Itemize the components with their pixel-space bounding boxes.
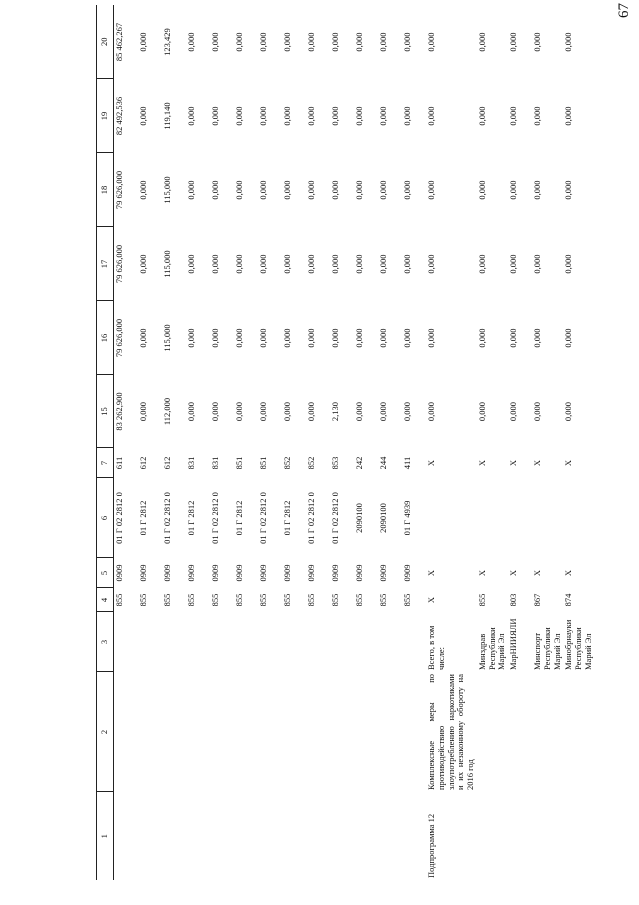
cell-col-6: 01 Г 2812 xyxy=(234,500,244,536)
cell-col-16: 0,000 xyxy=(402,328,412,348)
cell-col-4: 855 xyxy=(282,593,292,607)
cell-col-3 xyxy=(402,612,426,672)
cell-col-5: 0909 xyxy=(138,564,148,582)
cell-col-16: 0,000 xyxy=(210,328,220,348)
cell-col-18: 0,000 xyxy=(402,180,412,200)
cell-col-18: 0,000 xyxy=(210,180,220,200)
cell-col-6: 01 Г 02 2812 0 xyxy=(210,492,220,544)
cell-col-16: 0,000 xyxy=(532,328,543,348)
cell-col-17: 0,000 xyxy=(426,254,436,274)
cell-col-20: 0,000 xyxy=(306,32,316,52)
cell-col-3 xyxy=(354,612,378,672)
cell-col-2 xyxy=(114,672,139,792)
column-header: 18 xyxy=(97,153,114,227)
table-row xyxy=(138,5,162,880)
cell-col-7: 242 xyxy=(354,456,364,470)
cell-col-4: 855 xyxy=(210,593,220,607)
table-row xyxy=(210,5,234,880)
cell-col-18: 0,000 xyxy=(354,180,364,200)
cell-col-4: 874 xyxy=(563,593,574,607)
cell-col-5: Х xyxy=(426,569,436,577)
cell-col-19: 82 492,536 xyxy=(114,96,124,136)
cell-col-3 xyxy=(330,612,354,672)
cell-col-6 xyxy=(563,478,594,558)
cell-col-18: 0,000 xyxy=(532,180,543,200)
cell-col-20: 0,000 xyxy=(402,32,412,52)
cell-col-1 xyxy=(508,792,532,880)
cell-col-19: 0,000 xyxy=(402,106,412,126)
cell-col-19: 0,000 xyxy=(306,106,316,126)
column-header: 3 xyxy=(97,612,114,672)
cell-col-20: 0,000 xyxy=(532,32,543,52)
cell-col-18: 0,000 xyxy=(508,180,519,200)
cell-col-4: 855 xyxy=(354,593,364,607)
cell-col-17: 0,000 xyxy=(354,254,364,274)
cell-col-15: 0,000 xyxy=(186,401,196,422)
cell-col-6 xyxy=(477,478,508,558)
cell-col-7: 611 xyxy=(114,456,124,470)
cell-col-2: Комплексные меры по противодействию злоупотреблению наркотиками и их незаконному обороту на 2016 год xyxy=(426,674,476,790)
table-row xyxy=(330,5,354,880)
cell-col-4: 855 xyxy=(258,593,268,607)
cell-col-17: 0,000 xyxy=(234,254,244,274)
cell-col-20: 0,000 xyxy=(378,32,388,52)
cell-col-20: 0,000 xyxy=(508,32,519,52)
cell-col-16: 0,000 xyxy=(258,328,268,348)
cell-col-1 xyxy=(306,792,330,880)
cell-col-18: 0,000 xyxy=(563,180,574,200)
cell-col-6: 2090100 xyxy=(354,503,364,533)
table-row xyxy=(354,5,378,880)
budget-table xyxy=(96,5,595,880)
cell-col-1 xyxy=(563,792,594,880)
cell-col-19: 0,000 xyxy=(234,106,244,126)
cell-col-17: 0,000 xyxy=(508,254,519,274)
cell-col-6: 01 Г 02 2812 0 xyxy=(306,492,316,544)
cell-col-4: 855 xyxy=(330,593,340,607)
table-row xyxy=(532,5,563,880)
cell-col-6: 01 Г 4939 xyxy=(402,500,412,536)
cell-col-2 xyxy=(330,672,354,792)
cell-col-1 xyxy=(330,792,354,880)
cell-col-19: 0,000 xyxy=(330,106,340,126)
cell-col-6: 01 Г 02 2812 0 xyxy=(114,492,124,544)
cell-col-18: 0,000 xyxy=(476,180,487,200)
table-row xyxy=(234,5,258,880)
cell-col-3: Минобрнауки Республики Марий Эл xyxy=(563,619,593,670)
cell-col-2 xyxy=(532,672,563,792)
cell-col-18: 79 626,000 xyxy=(114,170,124,210)
cell-col-15: 112,000 xyxy=(162,397,172,426)
cell-col-4: 855 xyxy=(186,593,196,607)
cell-col-1 xyxy=(114,792,139,880)
header-row xyxy=(97,5,114,880)
cell-col-4: 855 xyxy=(476,593,487,607)
cell-col-2 xyxy=(186,672,210,792)
cell-col-4: 855 xyxy=(138,593,148,607)
cell-col-6: 01 Г 2812 xyxy=(282,500,292,536)
table-row xyxy=(402,5,426,880)
cell-col-5: Х xyxy=(476,569,487,577)
table-row xyxy=(162,5,186,880)
cell-col-3 xyxy=(282,612,306,672)
cell-col-5: 0909 xyxy=(330,564,340,582)
cell-col-6: 01 Г 02 2812 0 xyxy=(330,492,340,544)
cell-col-3 xyxy=(258,612,282,672)
cell-col-19: 0,000 xyxy=(476,106,487,126)
cell-col-7: Х xyxy=(508,459,519,467)
cell-col-20: 0,000 xyxy=(234,32,244,52)
cell-col-3 xyxy=(306,612,330,672)
cell-col-15: 83 262,900 xyxy=(114,392,124,431)
column-header: 16 xyxy=(97,301,114,375)
cell-col-20: 0,000 xyxy=(210,32,220,52)
cell-col-7: 852 xyxy=(282,456,292,470)
cell-col-6 xyxy=(426,478,477,558)
cell-col-2 xyxy=(477,672,508,792)
cell-col-4: 855 xyxy=(306,593,316,607)
cell-col-16: 0,000 xyxy=(508,328,519,348)
table-row xyxy=(114,5,139,880)
cell-col-7: 851 xyxy=(234,456,244,470)
cell-col-20: 0,000 xyxy=(354,32,364,52)
cell-col-3: МарНИИЯЛИ xyxy=(508,618,519,670)
cell-col-20: 0,000 xyxy=(426,32,436,52)
cell-col-19: 0,000 xyxy=(138,106,148,126)
cell-col-15: 0,000 xyxy=(476,401,487,422)
cell-col-15: 0,000 xyxy=(258,401,268,422)
cell-col-5: 0909 xyxy=(354,564,364,582)
cell-col-1: Подпрограмма 12 xyxy=(426,813,436,878)
column-header: 19 xyxy=(97,79,114,153)
cell-col-4: 855 xyxy=(114,593,124,607)
cell-col-20: 0,000 xyxy=(138,32,148,52)
column-header: 6 xyxy=(97,478,114,558)
cell-col-16: 0,000 xyxy=(138,328,148,348)
cell-col-17: 0,000 xyxy=(476,254,487,274)
cell-col-16: 0,000 xyxy=(306,328,316,348)
cell-col-20: 0,000 xyxy=(258,32,268,52)
cell-col-2 xyxy=(563,672,594,792)
cell-col-5: Х xyxy=(532,569,543,577)
cell-col-16: 0,000 xyxy=(378,328,388,348)
cell-col-3: Минспорт Республики Марий Эл xyxy=(532,627,562,670)
cell-col-2 xyxy=(508,672,532,792)
cell-col-5: 0909 xyxy=(210,564,220,582)
cell-col-16: 0,000 xyxy=(426,328,436,348)
table-row xyxy=(258,5,282,880)
cell-col-1 xyxy=(162,792,186,880)
cell-col-18: 0,000 xyxy=(258,180,268,200)
cell-col-7: 411 xyxy=(402,456,412,470)
cell-col-17: 115,000 xyxy=(162,250,172,278)
cell-col-7: Х xyxy=(563,459,574,467)
cell-col-15: 0,000 xyxy=(402,401,412,422)
table-row xyxy=(186,5,210,880)
table-body xyxy=(114,5,595,880)
cell-col-17: 0,000 xyxy=(138,254,148,274)
cell-col-2 xyxy=(234,672,258,792)
cell-col-7: Х xyxy=(476,459,487,467)
table-row xyxy=(306,5,330,880)
cell-col-20: 0,000 xyxy=(330,32,340,52)
cell-col-2 xyxy=(258,672,282,792)
cell-col-19: 0,000 xyxy=(210,106,220,126)
cell-col-1 xyxy=(477,792,508,880)
table-row xyxy=(426,5,477,880)
cell-col-1 xyxy=(282,792,306,880)
cell-col-19: 0,000 xyxy=(258,106,268,126)
cell-col-19: 0,000 xyxy=(186,106,196,126)
cell-col-15: 0,000 xyxy=(234,401,244,422)
cell-col-5: 0909 xyxy=(162,564,172,582)
cell-col-19: 0,000 xyxy=(508,106,519,126)
column-header: 2 xyxy=(97,672,114,792)
column-header: 5 xyxy=(97,558,114,588)
cell-col-4: 867 xyxy=(532,593,543,607)
cell-col-2 xyxy=(354,672,378,792)
cell-col-6: 2090100 xyxy=(378,503,388,533)
cell-col-20: 123,429 xyxy=(162,28,172,56)
column-header: 7 xyxy=(97,448,114,478)
cell-col-17: 0,000 xyxy=(563,254,574,274)
cell-col-16: 0,000 xyxy=(330,328,340,348)
cell-col-17: 0,000 xyxy=(330,254,340,274)
cell-col-2 xyxy=(402,672,426,792)
cell-col-15: 0,000 xyxy=(354,401,364,422)
cell-col-7: 851 xyxy=(258,456,268,470)
column-header: 15 xyxy=(97,375,114,448)
cell-col-18: 0,000 xyxy=(378,180,388,200)
cell-col-15: 0,000 xyxy=(138,401,148,422)
cell-col-5: 0909 xyxy=(258,564,268,582)
cell-col-4: 855 xyxy=(378,593,388,607)
cell-col-19: 0,000 xyxy=(532,106,543,126)
cell-col-1 xyxy=(532,792,563,880)
cell-col-16: 79 626,000 xyxy=(114,318,124,358)
cell-col-6 xyxy=(508,478,532,558)
cell-col-20: 0,000 xyxy=(476,32,487,52)
cell-col-17: 0,000 xyxy=(306,254,316,274)
cell-col-5: 0909 xyxy=(186,564,196,582)
cell-col-6: 01 Г 2812 xyxy=(186,500,196,536)
cell-col-3 xyxy=(114,612,139,672)
cell-col-17: 0,000 xyxy=(210,254,220,274)
cell-col-17: 0,000 xyxy=(258,254,268,274)
cell-col-18: 0,000 xyxy=(186,180,196,200)
cell-col-1 xyxy=(402,792,426,880)
cell-col-18: 0,000 xyxy=(306,180,316,200)
cell-col-15: 0,000 xyxy=(210,401,220,422)
cell-col-17: 0,000 xyxy=(378,254,388,274)
cell-col-19: 119,140 xyxy=(162,102,172,130)
cell-col-7: 852 xyxy=(306,456,316,470)
cell-col-19: 0,000 xyxy=(282,106,292,126)
cell-col-16: 0,000 xyxy=(186,328,196,348)
cell-col-5: Х xyxy=(563,569,574,577)
cell-col-1 xyxy=(186,792,210,880)
cell-col-19: 0,000 xyxy=(426,106,436,126)
cell-col-3: Минздрав Республики Марий Эл xyxy=(476,627,507,670)
cell-col-6: 01 Г 02 2812 0 xyxy=(258,492,268,544)
cell-col-15: 0,000 xyxy=(306,401,316,422)
cell-col-18: 0,000 xyxy=(330,180,340,200)
cell-col-18: 0,000 xyxy=(234,180,244,200)
cell-col-1 xyxy=(210,792,234,880)
cell-col-15: 0,000 xyxy=(563,401,574,422)
cell-col-15: 0,000 xyxy=(532,401,543,422)
cell-col-20: 0,000 xyxy=(282,32,292,52)
column-header: 20 xyxy=(97,5,114,79)
cell-col-18: 0,000 xyxy=(426,180,436,200)
table-row xyxy=(508,5,532,880)
cell-col-4: 803 xyxy=(508,593,519,607)
cell-col-6: 01 Г 2812 xyxy=(138,500,148,536)
cell-col-1 xyxy=(234,792,258,880)
table-row xyxy=(282,5,306,880)
cell-col-15: 0,000 xyxy=(508,401,519,422)
cell-col-2 xyxy=(378,672,402,792)
cell-col-3 xyxy=(378,612,402,672)
cell-col-7: Х xyxy=(532,459,543,467)
cell-col-5: 0909 xyxy=(402,564,412,582)
cell-col-16: 0,000 xyxy=(234,328,244,348)
cell-col-15: 0,000 xyxy=(378,401,388,422)
cell-col-5: 0909 xyxy=(378,564,388,582)
cell-col-3 xyxy=(162,612,186,672)
cell-col-17: 0,000 xyxy=(186,254,196,274)
cell-col-20: 0,000 xyxy=(563,32,574,52)
column-header: 1 xyxy=(97,792,114,880)
cell-col-2 xyxy=(138,672,162,792)
cell-col-4: Х xyxy=(426,596,436,604)
cell-col-17: 79 626,000 xyxy=(114,244,124,284)
cell-col-3 xyxy=(210,612,234,672)
column-header: 4 xyxy=(97,588,114,612)
rotated-budget-table xyxy=(96,5,626,880)
cell-col-6 xyxy=(532,478,563,558)
cell-col-2 xyxy=(306,672,330,792)
cell-col-17: 0,000 xyxy=(532,254,543,274)
cell-col-4: 855 xyxy=(162,593,172,607)
cell-col-20: 85 462,267 xyxy=(114,22,124,62)
cell-col-17: 0,000 xyxy=(402,254,412,274)
cell-col-17: 0,000 xyxy=(282,254,292,274)
cell-col-1 xyxy=(138,792,162,880)
cell-col-19: 0,000 xyxy=(378,106,388,126)
cell-col-15: 0,000 xyxy=(282,401,292,422)
page-number: 67 xyxy=(616,3,632,18)
cell-col-20: 0,000 xyxy=(186,32,196,52)
cell-col-16: 0,000 xyxy=(476,328,487,348)
column-header: 17 xyxy=(97,227,114,301)
cell-col-2 xyxy=(210,672,234,792)
cell-col-5: 0909 xyxy=(306,564,316,582)
cell-col-1 xyxy=(378,792,402,880)
cell-col-4: 855 xyxy=(234,593,244,607)
cell-col-7: 612 xyxy=(162,456,172,470)
cell-col-7: 244 xyxy=(378,456,388,470)
cell-col-4: 855 xyxy=(402,593,412,607)
cell-col-6: 01 Г 02 2812 0 xyxy=(162,492,172,544)
cell-col-1 xyxy=(354,792,378,880)
cell-col-3: Всего, в том числе: xyxy=(426,625,446,670)
cell-col-2 xyxy=(162,672,186,792)
cell-col-3 xyxy=(138,612,162,672)
table-row xyxy=(563,5,594,880)
table-row xyxy=(477,5,508,880)
cell-col-3 xyxy=(234,612,258,672)
cell-col-18: 0,000 xyxy=(138,180,148,200)
cell-col-15: 0,000 xyxy=(426,401,436,422)
cell-col-5: 0909 xyxy=(234,564,244,582)
cell-col-16: 115,000 xyxy=(162,324,172,352)
cell-col-15: 2,130 xyxy=(330,401,340,422)
table-row xyxy=(378,5,402,880)
cell-col-7: 853 xyxy=(330,456,340,470)
cell-col-19: 0,000 xyxy=(563,106,574,126)
cell-col-2 xyxy=(282,672,306,792)
cell-col-5: Х xyxy=(508,569,519,577)
cell-col-16: 0,000 xyxy=(282,328,292,348)
cell-col-7: 831 xyxy=(210,456,220,470)
cell-col-5: 0909 xyxy=(114,564,124,582)
cell-col-7: Х xyxy=(426,459,436,467)
cell-col-18: 115,000 xyxy=(162,176,172,204)
cell-col-5: 0909 xyxy=(282,564,292,582)
cell-col-7: 612 xyxy=(138,456,148,470)
cell-col-7: 831 xyxy=(186,456,196,470)
cell-col-18: 0,000 xyxy=(282,180,292,200)
cell-col-16: 0,000 xyxy=(563,328,574,348)
cell-col-16: 0,000 xyxy=(354,328,364,348)
cell-col-19: 0,000 xyxy=(354,106,364,126)
cell-col-1 xyxy=(258,792,282,880)
cell-col-3 xyxy=(186,612,210,672)
